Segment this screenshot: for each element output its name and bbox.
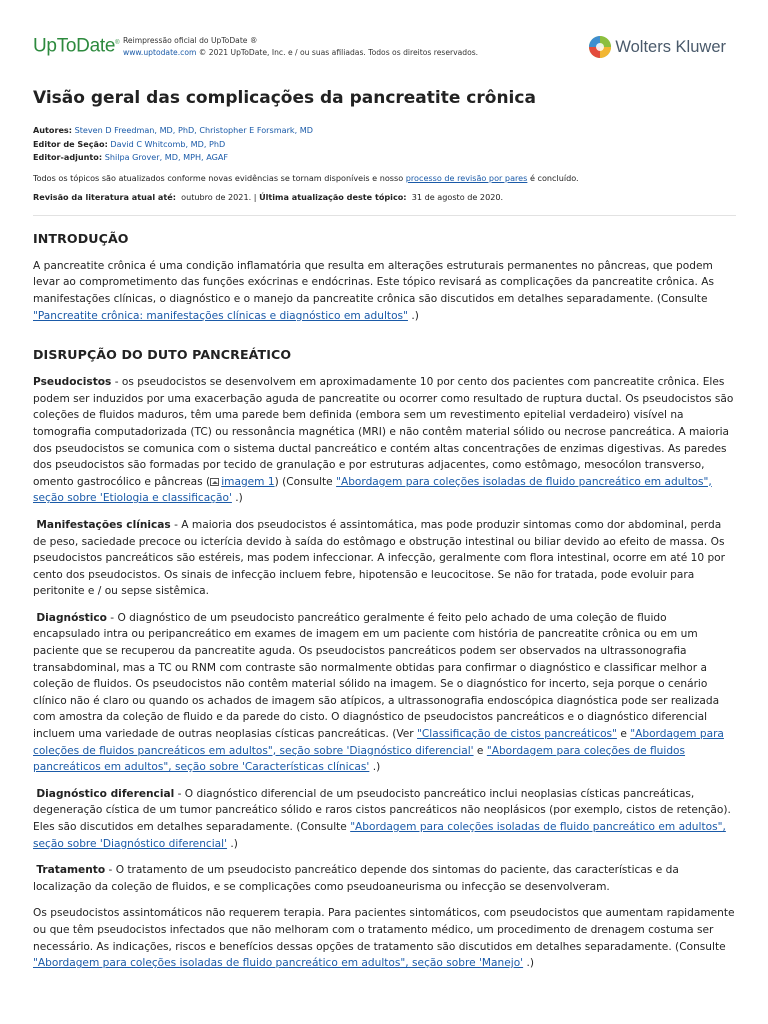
- image-1-label: imagem 1: [221, 475, 275, 488]
- diagnosis-link-1[interactable]: "Classificação de cistos pancreáticos": [417, 728, 617, 741]
- treatment-text: - O tratamento de um pseudocisto pancreático depende dos sintomas do paciente, das características e da localização da coleção de fluidos, e se complicações como pseudoaneurisma ou infecção se desenvolveram.: [33, 864, 679, 893]
- article-credits: [33, 124, 736, 165]
- intro-heading: INTRODUÇÃO: [33, 230, 129, 246]
- article-content: [33, 86, 736, 982]
- reprint-line-2: [123, 47, 478, 59]
- manifestations-text: - A maioria dos pseudocistos é assintomática, mas pode produzir sintomas como dor abdominal, perda de peso, saciedade precoce ou icterícia devido à saída do estômago e obstrução intestinal ou biliar devido ao efeito de massa. Os pseudocistos pancreáticos são estéreis, mas podem infeccionar. A infecção, geralmente com flora intestinal, ocorre em até 10 por cento dos pseudocistos. Os sinais de infecção incluem febre, hipotensão e leucocitose. Se não for tratada, pode evoluir para peritonite e / ou sepse sistêmica.: [33, 518, 726, 598]
- treatment-paragraph: [33, 862, 736, 895]
- disruption-heading: DISRUPÇÃO DO DUTO PANCREÁTICO: [33, 347, 292, 363]
- last-update-label: Última atualização deste tópico:: [259, 191, 407, 202]
- registered-mark: ®: [115, 40, 120, 46]
- header-divider: [33, 215, 736, 216]
- manifestations-paragraph: [33, 517, 736, 600]
- review-dates: Revisão da literatura atual até: outubro de 2021. | Última atualização deste tópico: 31 de agosto de 2020.: [33, 191, 504, 202]
- differential-text: - O diagnóstico diferencial de um pseudocisto pancreático inclui neoplasias císticas pancreáticas, degeneração cística de um tumor pancreático sólido e raros cistos pancreáticos não neoplásicos (por exemplo, cistos de retenção). Eles são discutidos em detalhes separadamente. (Consulte: [33, 787, 731, 833]
- intro-link[interactable]: "Pancreatite crônica: manifestações clínicas e diagnóstico em adultos": [33, 309, 408, 322]
- deputy-editor-label: Editor-adjunto:: [33, 152, 103, 163]
- update-note-post: é concluído.: [527, 172, 579, 183]
- intro-text: A pancreatite crônica é uma condição inflamatória que resulta em alterações estruturais permanentes no pâncreas, que podem levar ao comprometimento das funções exócrinas e endócrinas. Este tópico revisará as complicações da pancreatite crônica. As manifestações clínicas, o diagnóstico e o manejo da pancreatite crônica são discutidos em detalhes separadamente. (Consulte: [33, 259, 715, 305]
- article-title: Visão geral das complicações da pancreatite crônica: [33, 88, 536, 108]
- asymptomatic-link[interactable]: "Abordagem para coleções isoladas de fluido pancreático em adultos", seção sobre 'Manejo': [33, 957, 524, 970]
- diagnosis-text: - O diagnóstico de um pseudocisto pancreático geralmente é feito pelo achado de uma coleção de fluido encapsulado intra ou peripancreático em exames de imagem em um paciente com história de pancreatite crônica ou em um paciente que se recuperou da pancreatite aguda. Os pseudocistos pancreáticos podem ser observados na ultrassonografia transabdominal, mas a TC ou RNM com contraste são normalmente obtidas para confirmar o diagnóstico e classificar melhor a coleção de fluidos. Os pseudocistos não contêm material sólido na imagem. Se o diagnóstico for incerto, seja porque o cenário clínico não é claro ou quando os achados de imagem são atípicos, a ultrassonografia endoscópica diagnóstica pode ser realizada com amostra da coleção de fluido e da parede do cisto. O diagnóstico de pseudocistos pancreáticos e o diagnóstico diferencial incluem uma variedade de outras neoplasias císticas pancreáticas. (Ver: [33, 611, 720, 741]
- diagnosis-label: Diagnóstico: [36, 611, 107, 624]
- wolters-kluwer-globe-icon: [589, 36, 611, 58]
- reprint-notice: [123, 35, 478, 58]
- asymptomatic-end: .): [523, 957, 534, 970]
- diagnosis-and-1: e: [616, 728, 631, 741]
- uptodate-url-link[interactable]: www.uptodate.com: [123, 47, 197, 57]
- pseudocysts-label: Pseudocistos: [33, 376, 112, 389]
- uptodate-logo-text: UpToDate: [33, 35, 116, 57]
- pseudocysts-link[interactable]: "Abordagem para coleções isoladas de fluido pancreático em adultos", seção sobre 'Etiologia e classificação': [33, 475, 712, 505]
- last-update-value: 31 de agosto de 2020.: [411, 191, 504, 202]
- treatment-label: Tratamento: [36, 864, 106, 877]
- update-note-pre: Todos os tópicos são atualizados conforme novas evidências se tornam disponíveis e nosso: [33, 172, 406, 183]
- lit-review-value: outubro de 2021.: [181, 191, 252, 202]
- reprint-line-1: Reimpressão oficial do UpToDate ®: [123, 36, 258, 45]
- uptodate-logo[interactable]: [33, 35, 119, 55]
- diagnosis-paragraph: [33, 610, 736, 776]
- wolters-kluwer-logo: [589, 36, 726, 58]
- pseudocysts-paragraph: [33, 374, 736, 507]
- peer-review-link[interactable]: processo de revisão por pares: [405, 172, 528, 183]
- differential-paragraph: [33, 786, 736, 852]
- authors-row: [33, 124, 736, 138]
- section-editor-link[interactable]: David C Whitcomb, MD, PhD: [110, 138, 226, 149]
- asymptomatic-paragraph: [33, 905, 736, 971]
- authors-links[interactable]: Steven D Freedman, MD, PhD, Christopher E Forsmark, MD: [74, 125, 313, 135]
- deputy-editor-link[interactable]: Shilpa Grover, MD, MPH, AGAF: [104, 152, 229, 163]
- diagnosis-and-2: e: [473, 744, 487, 757]
- copyright-text: © 2021 UpToDate, Inc. e / ou suas afiliadas. Todos os direitos reservados.: [196, 47, 479, 57]
- lit-review-label: Revisão da literatura atual até:: [33, 191, 176, 202]
- page-header: [0, 0, 768, 80]
- differential-link[interactable]: "Abordagem para coleções isoladas de fluido pancreático em adultos", seção sobre 'Diagnóstico diferencial': [33, 821, 726, 850]
- diagnosis-link-2[interactable]: "Abordagem para coleções de fluidos pancreáticos em adultos", seção sobre 'Diagnóstico diferencial': [33, 728, 724, 757]
- asymptomatic-text: Os pseudocistos assintomáticos não requerem terapia. Para pacientes sintomáticos, com pseudocistos que aumentam rapidamente ou que têm pseudocistos infectados que não melhoram com o tratamento médico, um procedimento de drenagem costuma ser necessário. As indicações, riscos e benefícios dessas opções de tratamento são discutidos em detalhes separadamente. (Consulte: [33, 907, 735, 953]
- pseudocysts-end: .): [231, 492, 243, 505]
- intro-paragraph: [33, 258, 736, 324]
- pseudocysts-text: - os pseudocistos se desenvolvem em aproximadamente 10 por cento dos pacientes com pancreatite crônica. Eles podem ser induzidos por uma exacerbação aguda de pancreatite ou ocorrer como resultado de ruptura ductal. Os pseudocistos são coleções de fluidos maduros, têm uma parede bem definida (embora sem um revestimento epitelial verdadeiro) visível na tomografia computadorizada (TC) ou ressonância magnética (MRI) e não contêm material sólido ou necrose pancreática. A maioria dos pseudocistos se comunica com o sistema ductal pancreático e contém altas concentrações de enzimas digestivas. As paredes dos pseudocistos são formadas por tecido de granulação e por estruturas adjacentes, como estômago, mesocólon transverso, omento gastrocólico e pâncreas (: [33, 376, 734, 488]
- wolters-kluwer-text: Wolters Kluwer: [615, 37, 726, 56]
- differential-end: .): [227, 837, 238, 850]
- diagnosis-end: .): [369, 761, 381, 774]
- authors-label: Autores:: [33, 125, 72, 135]
- pseudocysts-mid: ) (Consulte: [274, 475, 337, 488]
- intro-end: .): [407, 309, 419, 322]
- section-editor-label: Editor de Seção:: [33, 138, 108, 149]
- diagnosis-link-3[interactable]: "Abordagem para coleções de fluidos pancreáticos em adultos", seção sobre 'Características clínicas': [33, 744, 686, 774]
- update-note: [33, 172, 736, 185]
- deputy-editor-row: [33, 151, 736, 165]
- section-editor-row: [33, 138, 736, 152]
- image-1-link[interactable]: [210, 476, 274, 488]
- manifestations-label: Manifestações clínicas: [36, 518, 171, 531]
- differential-label: Diagnóstico diferencial: [36, 787, 175, 800]
- image-icon: [210, 478, 219, 486]
